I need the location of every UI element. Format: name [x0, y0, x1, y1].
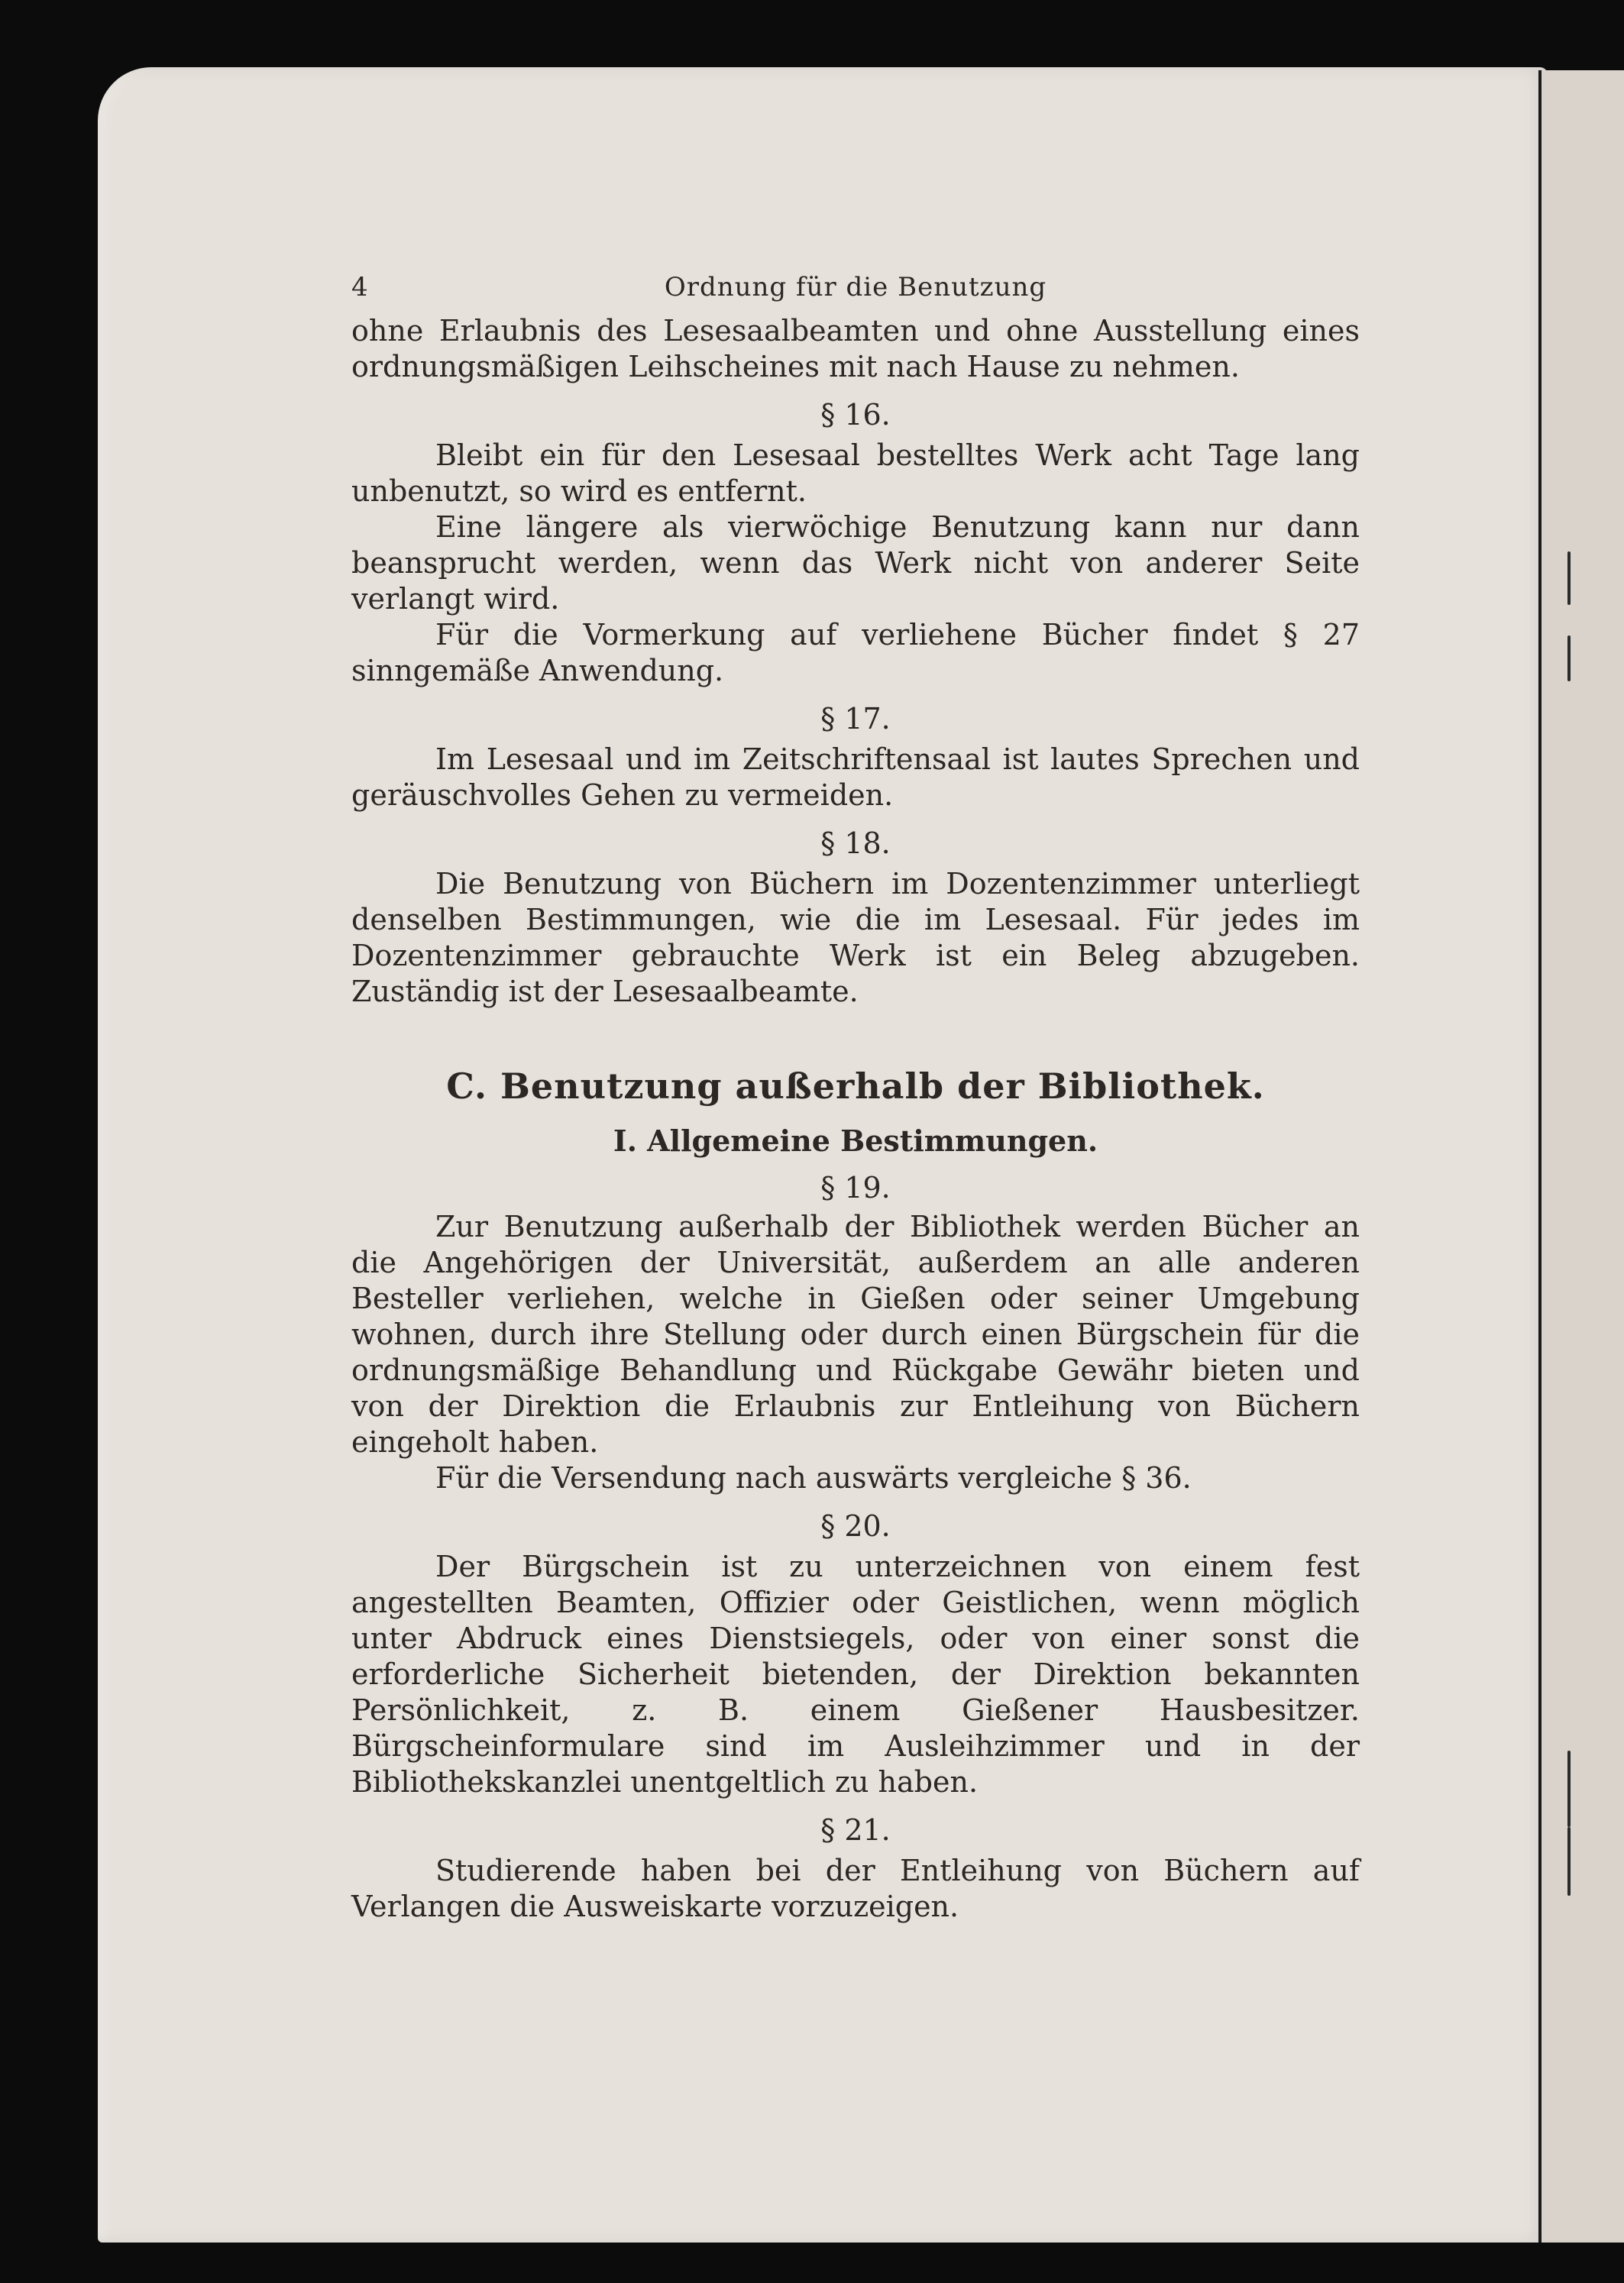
section-16-paragraph-2: Eine längere als vierwöchige Benutzung kann nur dann beansprucht werden, wenn das Werk nicht von anderer Seite verlangt wird. — [351, 510, 1360, 616]
paragraph-carry-over: ohne Erlaubnis des Lesesaalbeamten und ohne Ausstellung eines ordnungsmäßigen Leihscheines mit nach Hause zu nehmen. — [351, 314, 1360, 383]
section-21-title: § 21. — [820, 1813, 891, 1847]
section-17-title: § 17. — [820, 702, 891, 736]
section-20-paragraph-1: Der Bürgschein ist zu unterzeichnen von einem fest angestellten Beamten, Offizier oder Geistlichen, wenn möglich unter Abdruck eines Dienstsiegels, oder von einer sonst die erforderliche Sicherheit bietenden, der Direktion bekannten Persönlichkeit, z. B. einem Gießener Hausbesitzer. Bürgscheinformulare sind im Ausleihzimmer und in der Bibliothekskanzlei unentgeltlich zu haben. — [351, 1550, 1360, 1799]
section-16-paragraph-3: Für die Vormerkung auf verliehene Bücher findet § 27 sinngemäße Anwendung. — [351, 618, 1360, 687]
edge-mark — [1567, 1751, 1571, 1827]
section-19-title: § 19. — [820, 1171, 891, 1205]
page-text — [351, 260, 1360, 1925]
section-18-paragraph-1: Die Benutzung von Büchern im Dozentenzimmer unterliegt denselben Bestimmungen, wie die im Lesesaal. Für jedes im Dozentenzimmer gebrauchte Werk ist ein Beleg abzugeben. Zuständig ist der Lesesaalbeamte. — [351, 867, 1360, 1008]
subsection-1-heading: I. Allgemeine Bestimmungen. — [613, 1124, 1098, 1158]
section-20-title: § 20. — [820, 1509, 891, 1543]
edge-mark — [1567, 551, 1571, 605]
section-19-paragraph-1: Zur Benutzung außerhalb der Bibliothek werden Bücher an die Angehörigen der Universität, außerdem an alle anderen Besteller verliehen, welche in Gießen oder seiner Umgebung wohnen, durch ihre Stellung oder durch einen Bürgschein für die ordnungsmäßige Behandlung und Rückgabe Gewähr bieten und von der Direktion die Erlaubnis zur Entleihung von Büchern eingeholt haben. — [351, 1210, 1360, 1459]
section-c-heading: C. Benutzung außerhalb der Bibliothek. — [446, 1066, 1265, 1107]
section-19-paragraph-2: Für die Versendung nach auswärts vergleiche § 36. — [435, 1461, 1192, 1495]
page-header — [351, 260, 1360, 313]
edge-mark — [1567, 635, 1571, 681]
section-17-paragraph-1: Im Lesesaal und im Zeitschriftensaal ist lautes Sprechen und geräuschvolles Gehen zu vermeiden. — [351, 742, 1360, 812]
section-16-title: § 16. — [820, 398, 891, 432]
adjacent-page-edge — [1538, 70, 1624, 2243]
section-21-paragraph-1: Studierende haben bei der Entleihung von Büchern auf Verlangen die Ausweiskarte vorzuzeigen. — [351, 1854, 1360, 1923]
running-title: Ordnung für die Benutzung — [664, 272, 1047, 302]
section-18-title: § 18. — [820, 826, 891, 860]
page-number: 4 — [351, 272, 369, 302]
edge-mark — [1567, 1827, 1571, 1896]
section-16-paragraph-1: Bleibt ein für den Lesesaal bestelltes Werk acht Tage lang unbenutzt, so wird es entfernt. — [351, 438, 1360, 508]
